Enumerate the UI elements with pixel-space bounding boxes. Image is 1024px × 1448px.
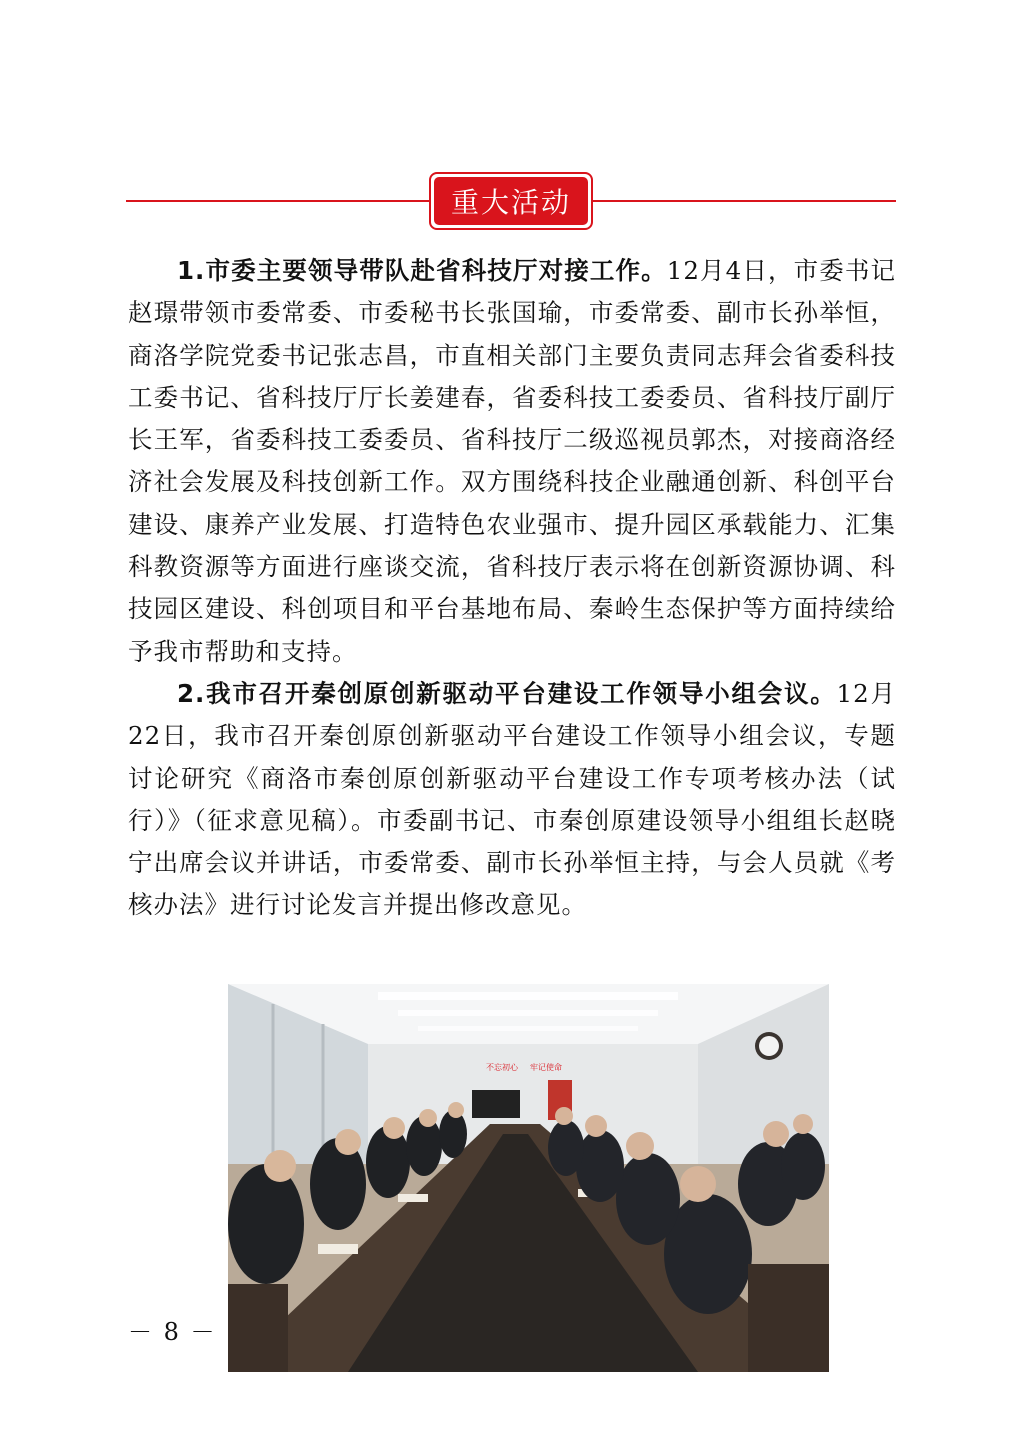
banner-left-text: 不忘初心 [486, 1063, 518, 1072]
news-item-2-title: 2.我市召开秦创原创新驱动平台建设工作领导小组会议。 [177, 678, 837, 708]
section-tag [429, 172, 593, 230]
article-body [128, 250, 896, 927]
meeting-photo-illustration [228, 984, 829, 1372]
news-item-2 [128, 673, 896, 927]
meeting-photo [228, 984, 829, 1372]
news-item-1-body: 12月4日，市委书记赵璟带领市委常委、市委秘书长张国瑜，市委常委、副市长孙举恒，商洛学院党委书记张志昌，市直相关部门主要负责同志拜会省委科技工委书记、省科技厅厅长姜建春，省委科技工委委员、省科技厅副厅长王军，省委科技工委委员、省科技厅二级巡视员郭杰，对接商洛经济社会发展及科技创新工作。双方围绕科技企业融通创新、科创平台建设、康养产业发展、打造特色农业强市、提升园区承载能力、汇集科教资源等方面进行座谈交流，省科技厅表示将在创新资源协调、科技园区建设、科创项目和平台基地布局、秦岭生态保护等方面持续给予我市帮助和支持。 [128, 256, 896, 666]
news-item-1 [128, 250, 896, 673]
news-item-2-body: 12月22日，我市召开秦创原创新驱动平台建设工作领导小组会议，专题讨论研究《商洛市秦创原创新驱动平台建设工作专项考核办法（试行）》（征求意见稿）。市委副书记、市秦创原建设领导小组组长赵晓宁出席会议并讲话，市委常委、副市长孙举恒主持，与会人员就《考核办法》进行讨论发言并提出修改意见。 [128, 678, 896, 920]
news-item-1-title: 1.市委主要领导带队赴省科技厅对接工作。 [177, 256, 667, 285]
page-number: － 8 － [128, 1318, 217, 1346]
banner-right-text: 牢记使命 [530, 1063, 562, 1072]
section-tag-label: 重大活动 [434, 177, 588, 225]
tv-screen [472, 1090, 520, 1118]
